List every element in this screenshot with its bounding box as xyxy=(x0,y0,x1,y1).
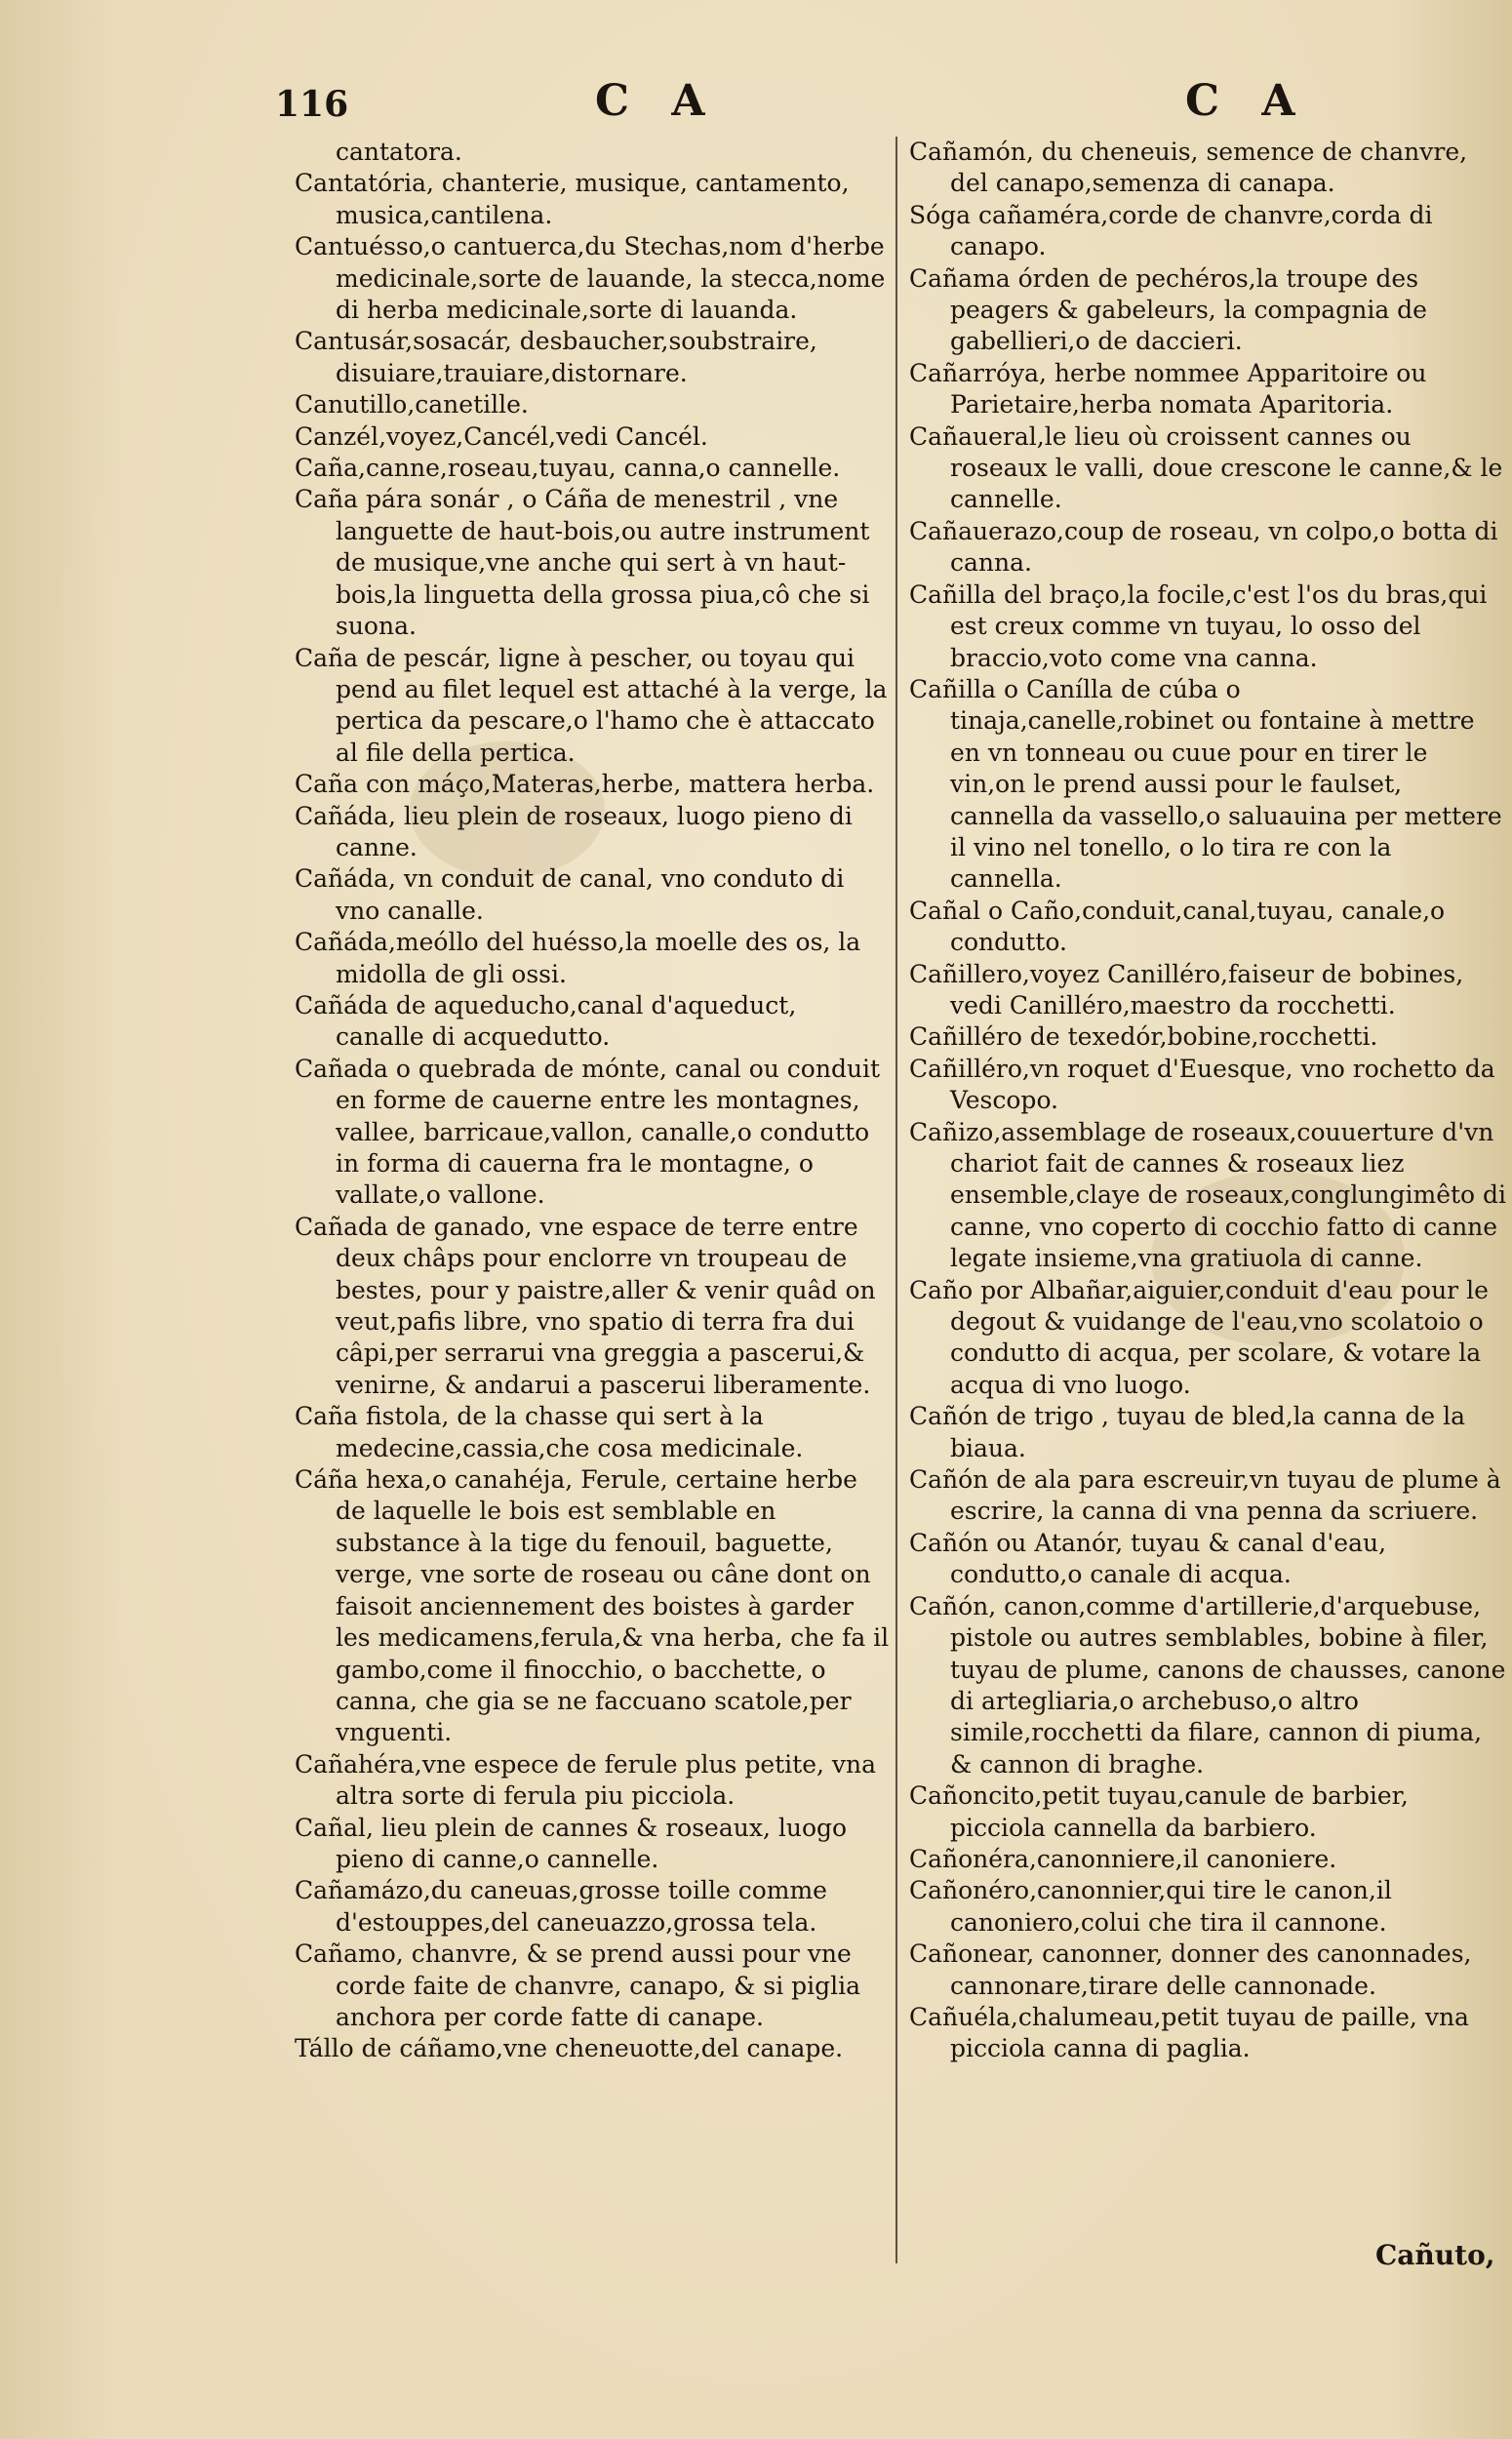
dictionary-entry: Cañilléro de texedór,bobine,rocchetti. xyxy=(909,1022,1378,1052)
dictionary-entry: Cañáda, vn conduit de canal, vno conduto di vno canalle. xyxy=(295,864,845,925)
dictionary-entry: Cañal o Caño,conduit,canal,tuyau, canale,o condutto. xyxy=(909,896,1446,957)
running-head-right: C A xyxy=(1185,76,1309,126)
dictionary-entry: Tállo de cáñamo,vne cheneuotte,del canape. xyxy=(295,2034,844,2063)
running-head-left: C A xyxy=(595,76,719,126)
dictionary-entry: cantatora. xyxy=(336,138,462,166)
page-number: 116 xyxy=(275,84,349,125)
catchword: Cañuto, xyxy=(1375,2239,1495,2271)
dictionary-entry: Cañonéra,canonniere,il canoniere. xyxy=(909,1844,1337,1873)
dictionary-entry: Cañarróya, herbe nommee Apparitoire ou Parietaire,herba nomata Aparitoria. xyxy=(909,358,1427,420)
dictionary-entry: Cáña hexa,o canahéja, Ferule, certaine herbe de laquelle le bois est semblable en substance à la tige du fenouil, baguette, verge, vne sorte de roseau ou câne dont on faisoit anciennement des boistes à garder les medicamens,ferula,& vna herba, che fa il gambo,come il finocchio, o bacchette, o canna, che gia se ne faccuano scatole,per vnguenti. xyxy=(295,1465,890,1747)
dictionary-entry: Cantatória, chanterie, musique, cantamento, musica,cantilena. xyxy=(295,169,850,229)
dictionary-entry: Caña con máço,Materas,herbe, mattera herba. xyxy=(295,770,875,799)
dictionary-entry: Cañamón, du cheneuis, semence de chanvre, del canapo,semenza di canapa. xyxy=(909,138,1468,198)
dictionary-entry: Cañilléro,vn roquet d'Euesque, vno rochetto da Vescopo. xyxy=(909,1054,1495,1115)
column-divider xyxy=(895,137,897,2263)
dictionary-entry: Cañamázo,du caneuas,grosse toille comme d'estouppes,del caneuazzo,grossa tela. xyxy=(295,1876,827,1937)
left-column xyxy=(295,137,890,2065)
dictionary-entry: Cantusár,sosacár, desbaucher,soubstraire, disuiare,trauiare,distornare. xyxy=(295,327,817,387)
dictionary-entry: Cañama órden de pechéros,la troupe des peagers & gabeleurs, la compagnia de gabellieri,o de daccieri. xyxy=(909,263,1427,356)
dictionary-entry: Caño por Albañar,aiguier,conduit d'eau pour le degout & vuidange de l'eau,vno scolatoio o condutto di acqua, per scolare, & votare la acqua di vno luogo. xyxy=(909,1275,1489,1399)
dictionary-entry: Cañada de ganado, vne espace de terre entre deux châps pour enclorre vn troupeau de bestes, pour y paistre,aller & venir quâd on veut,pafis libre, vno spatio di terra fra dui câpi,per serrarui vna greggia a pascerui,& venirne, & andarui a pascerui liberamente. xyxy=(295,1212,876,1399)
dictionary-entry: Sóga cañaméra,corde de chanvre,corda di canapo. xyxy=(909,200,1433,261)
dictionary-entry: Caña pára sonár , o Cáña de menestril , vne languette de haut-bois,ou autre instrument de musique,vne anche qui sert à vn haut-bois,la linguetta della grossa piua,cô che si suona. xyxy=(295,485,870,641)
dictionary-entry: Caña fistola, de la chasse qui sert à la medecine,cassia,che cosa medicinale. xyxy=(295,1402,804,1462)
dictionary-entry: Cañáda de aqueducho,canal d'aqueduct, canalle di acquedutto. xyxy=(295,990,797,1052)
dictionary-entry: Cañaueral,le lieu où croissent cannes ou roseaux le valli, doue crescone le canne,& le cannelle. xyxy=(909,421,1503,514)
right-column xyxy=(909,137,1509,2065)
dictionary-entry: Cañoncito,petit tuyau,canule de barbier, picciola cannella da barbiero. xyxy=(909,1781,1409,1842)
page-header xyxy=(0,76,1512,135)
dictionary-entry: Cañilla del braço,la focile,c'est l'os du bras,qui est creux comme vn tuyau, lo osso del braccio,voto come vna canna. xyxy=(909,580,1488,672)
dictionary-entry: Cañizo,assemblage de roseaux,couuerture d'vn chariot fait de cannes & roseaux liez ensemble,claye de roseaux,conglungimêto di canne, vno coperto di cocchio fatto di canne legate insieme,vna gratiuola di canne. xyxy=(909,1117,1507,1273)
dictionary-entry: Cañahéra,vne espece de ferule plus petite, vna altra sorte di ferula piu picciola. xyxy=(295,1749,877,1811)
dictionary-entry: Caña,canne,roseau,tuyau, canna,o cannelle. xyxy=(295,454,841,483)
dictionary-entry: Cañón, canon,comme d'artillerie,d'arquebuse, pistole ou autres semblables, bobine à filer, tuyau de plume, canons de chausses, canone di artegliaria,o archebuso,o altro simile,rocchetti da filare, cannon di piuma, & cannon di braghe. xyxy=(909,1591,1506,1779)
dictionary-entry: Cantuésso,o cantuerca,du Stechas,nom d'herbe medicinale,sorte de lauande, la stecca,nome di herba medicinale,sorte di lauanda. xyxy=(295,232,886,325)
dictionary-entry: Cañonear, canonner, donner des canonnades, cannonare,tirare delle cannonade. xyxy=(909,1939,1472,2000)
dictionary-entry: Cañón ou Atanór, tuyau & canal d'eau, condutto,o canale di acqua. xyxy=(909,1528,1387,1589)
dictionary-entry: Cañillero,voyez Canilléro,faiseur de bobines, vedi Canilléro,maestro da rocchetti. xyxy=(909,959,1464,1020)
dictionary-entry: Cañón de trigo , tuyau de bled,la canna de la biaua. xyxy=(909,1402,1466,1462)
dictionary-entry: Cañamo, chanvre, & se prend aussi pour vne corde faite de chanvre, canapo, & si piglia anchora per corde fatte di canape. xyxy=(295,1939,861,2031)
dictionary-entry: Canzél,voyez,Cancél,vedi Cancél. xyxy=(295,421,708,451)
dictionary-entry: Cañauerazo,coup de roseau, vn colpo,o botta di canna. xyxy=(909,516,1498,578)
dictionary-entry: Cañuéla,chalumeau,petit tuyau de paille, vna picciola canna di paglia. xyxy=(909,2002,1469,2063)
dictionary-entry: Cañal, lieu plein de cannes & roseaux, luogo pieno di canne,o cannelle. xyxy=(295,1813,848,1873)
dictionary-entry: Cañonéro,canonnier,qui tire le canon,il canoniero,colui che tira il cannone. xyxy=(909,1876,1392,1937)
dictionary-entry: Canutillo,canetille. xyxy=(295,390,529,420)
dictionary-entry: Cañáda,meóllo del huésso,la moelle des os, la midolla de gli ossi. xyxy=(295,928,861,988)
dictionary-entry: Cañáda, lieu plein de roseaux, luogo pieno di canne. xyxy=(295,801,853,861)
dictionary-entry: Cañón de ala para escreuir,vn tuyau de plume à escrire, la canna di vna penna da scriuere. xyxy=(909,1465,1501,1526)
dictionary-entry: Cañada o quebrada de mónte, canal ou conduit en forme de cauerne entre les montagnes, vallee, barricaue,vallon, canalle,o condutto in forma di cauerna fra le montagne, o vallate,o vallone. xyxy=(295,1054,881,1210)
dictionary-entry: Caña de pescár, ligne à pescher, ou toyau qui pend au filet lequel est attaché à la verge, la pertica da pescare,o l'hamo che è attaccato al file della pertica. xyxy=(295,643,888,767)
dictionary-entry: Cañilla o Canílla de cúba o tinaja,canelle,robinet ou fontaine à mettre en vn tonneau ou cuue pour en tirer le vin,on le prend aussi pour le faulset, cannella da vassello,o saluauina per mettere il vino nel tonello, o lo tira re con la cannella. xyxy=(909,674,1502,894)
